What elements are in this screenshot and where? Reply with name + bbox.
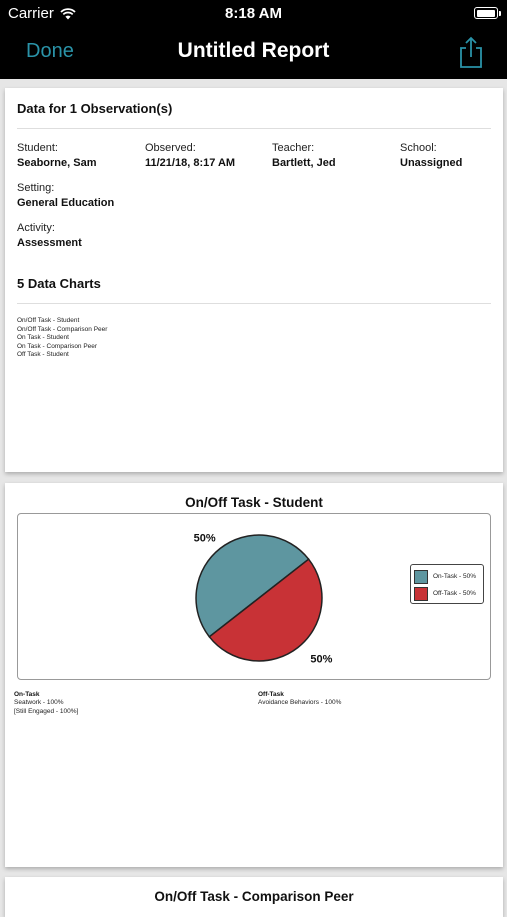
divider [17,128,491,129]
list-item: On/Off Task - Comparison Peer [17,325,108,333]
list-item: On/Off Task - Student [17,317,80,324]
activity-value: Assessment [17,237,82,249]
legend-swatch-off-task [414,587,428,601]
next-chart-page [5,877,503,917]
legend-item [414,568,483,585]
school-value: Unassigned [400,157,463,169]
divider [17,303,491,304]
teacher-value: Bartlett, Jed [272,157,336,169]
clock: 8:18 AM [225,5,282,22]
chart-title: On/Off Task - Comparison Peer [154,889,354,904]
legend-item [414,585,483,602]
detail-line: [Still Engaged - 100%] [14,707,79,715]
battery-fill [477,10,495,17]
chart-frame [17,513,491,680]
chart-title: On/Off Task - Student [185,495,323,510]
off-task-details [258,699,341,708]
top-bar [0,0,507,79]
chart-page [5,483,503,867]
student-label: Student: [17,142,58,154]
status-bar [0,0,507,28]
pie-label-on-task: 50% [193,532,216,545]
charts-heading: 5 Data Charts [17,276,101,291]
chart-legend [410,564,484,604]
done-button[interactable]: Done [26,40,74,62]
setting-label: Setting: [17,182,55,194]
observations-heading: Data for 1 Observation(s) [17,101,173,116]
teacher-label: Teacher: [272,142,315,154]
school-label: School: [400,142,437,154]
legend-label: Off-Task - 50% [433,590,476,597]
setting-value: General Education [17,197,115,209]
student-value: Seaborne, Sam [17,157,97,169]
detail-line: Seatwork - 100% [14,699,64,706]
legend-label: On-Task - 50% [433,573,476,580]
chart-list [17,317,107,360]
list-item: Off Task - Student [17,351,69,358]
on-task-heading: On-Task [14,691,40,698]
activity-label: Activity: [17,222,55,234]
pie-label-off-task: 50% [310,653,333,666]
battery-icon [474,7,498,19]
list-item: On Task - Student [17,334,69,341]
share-icon[interactable] [457,34,485,70]
carrier-label: Carrier [8,5,54,22]
observed-label: Observed: [145,142,196,154]
on-task-details [14,699,78,716]
list-item: On Task - Comparison Peer [17,342,98,350]
off-task-heading: Off-Task [258,691,284,698]
legend-swatch-on-task [414,570,428,584]
summary-page [5,88,503,472]
nav-bar [0,28,507,79]
observed-value: 11/21/18, 8:17 AM [145,157,236,169]
detail-line: Avoidance Behaviors - 100% [258,699,342,706]
page-title: Untitled Report [177,39,330,62]
